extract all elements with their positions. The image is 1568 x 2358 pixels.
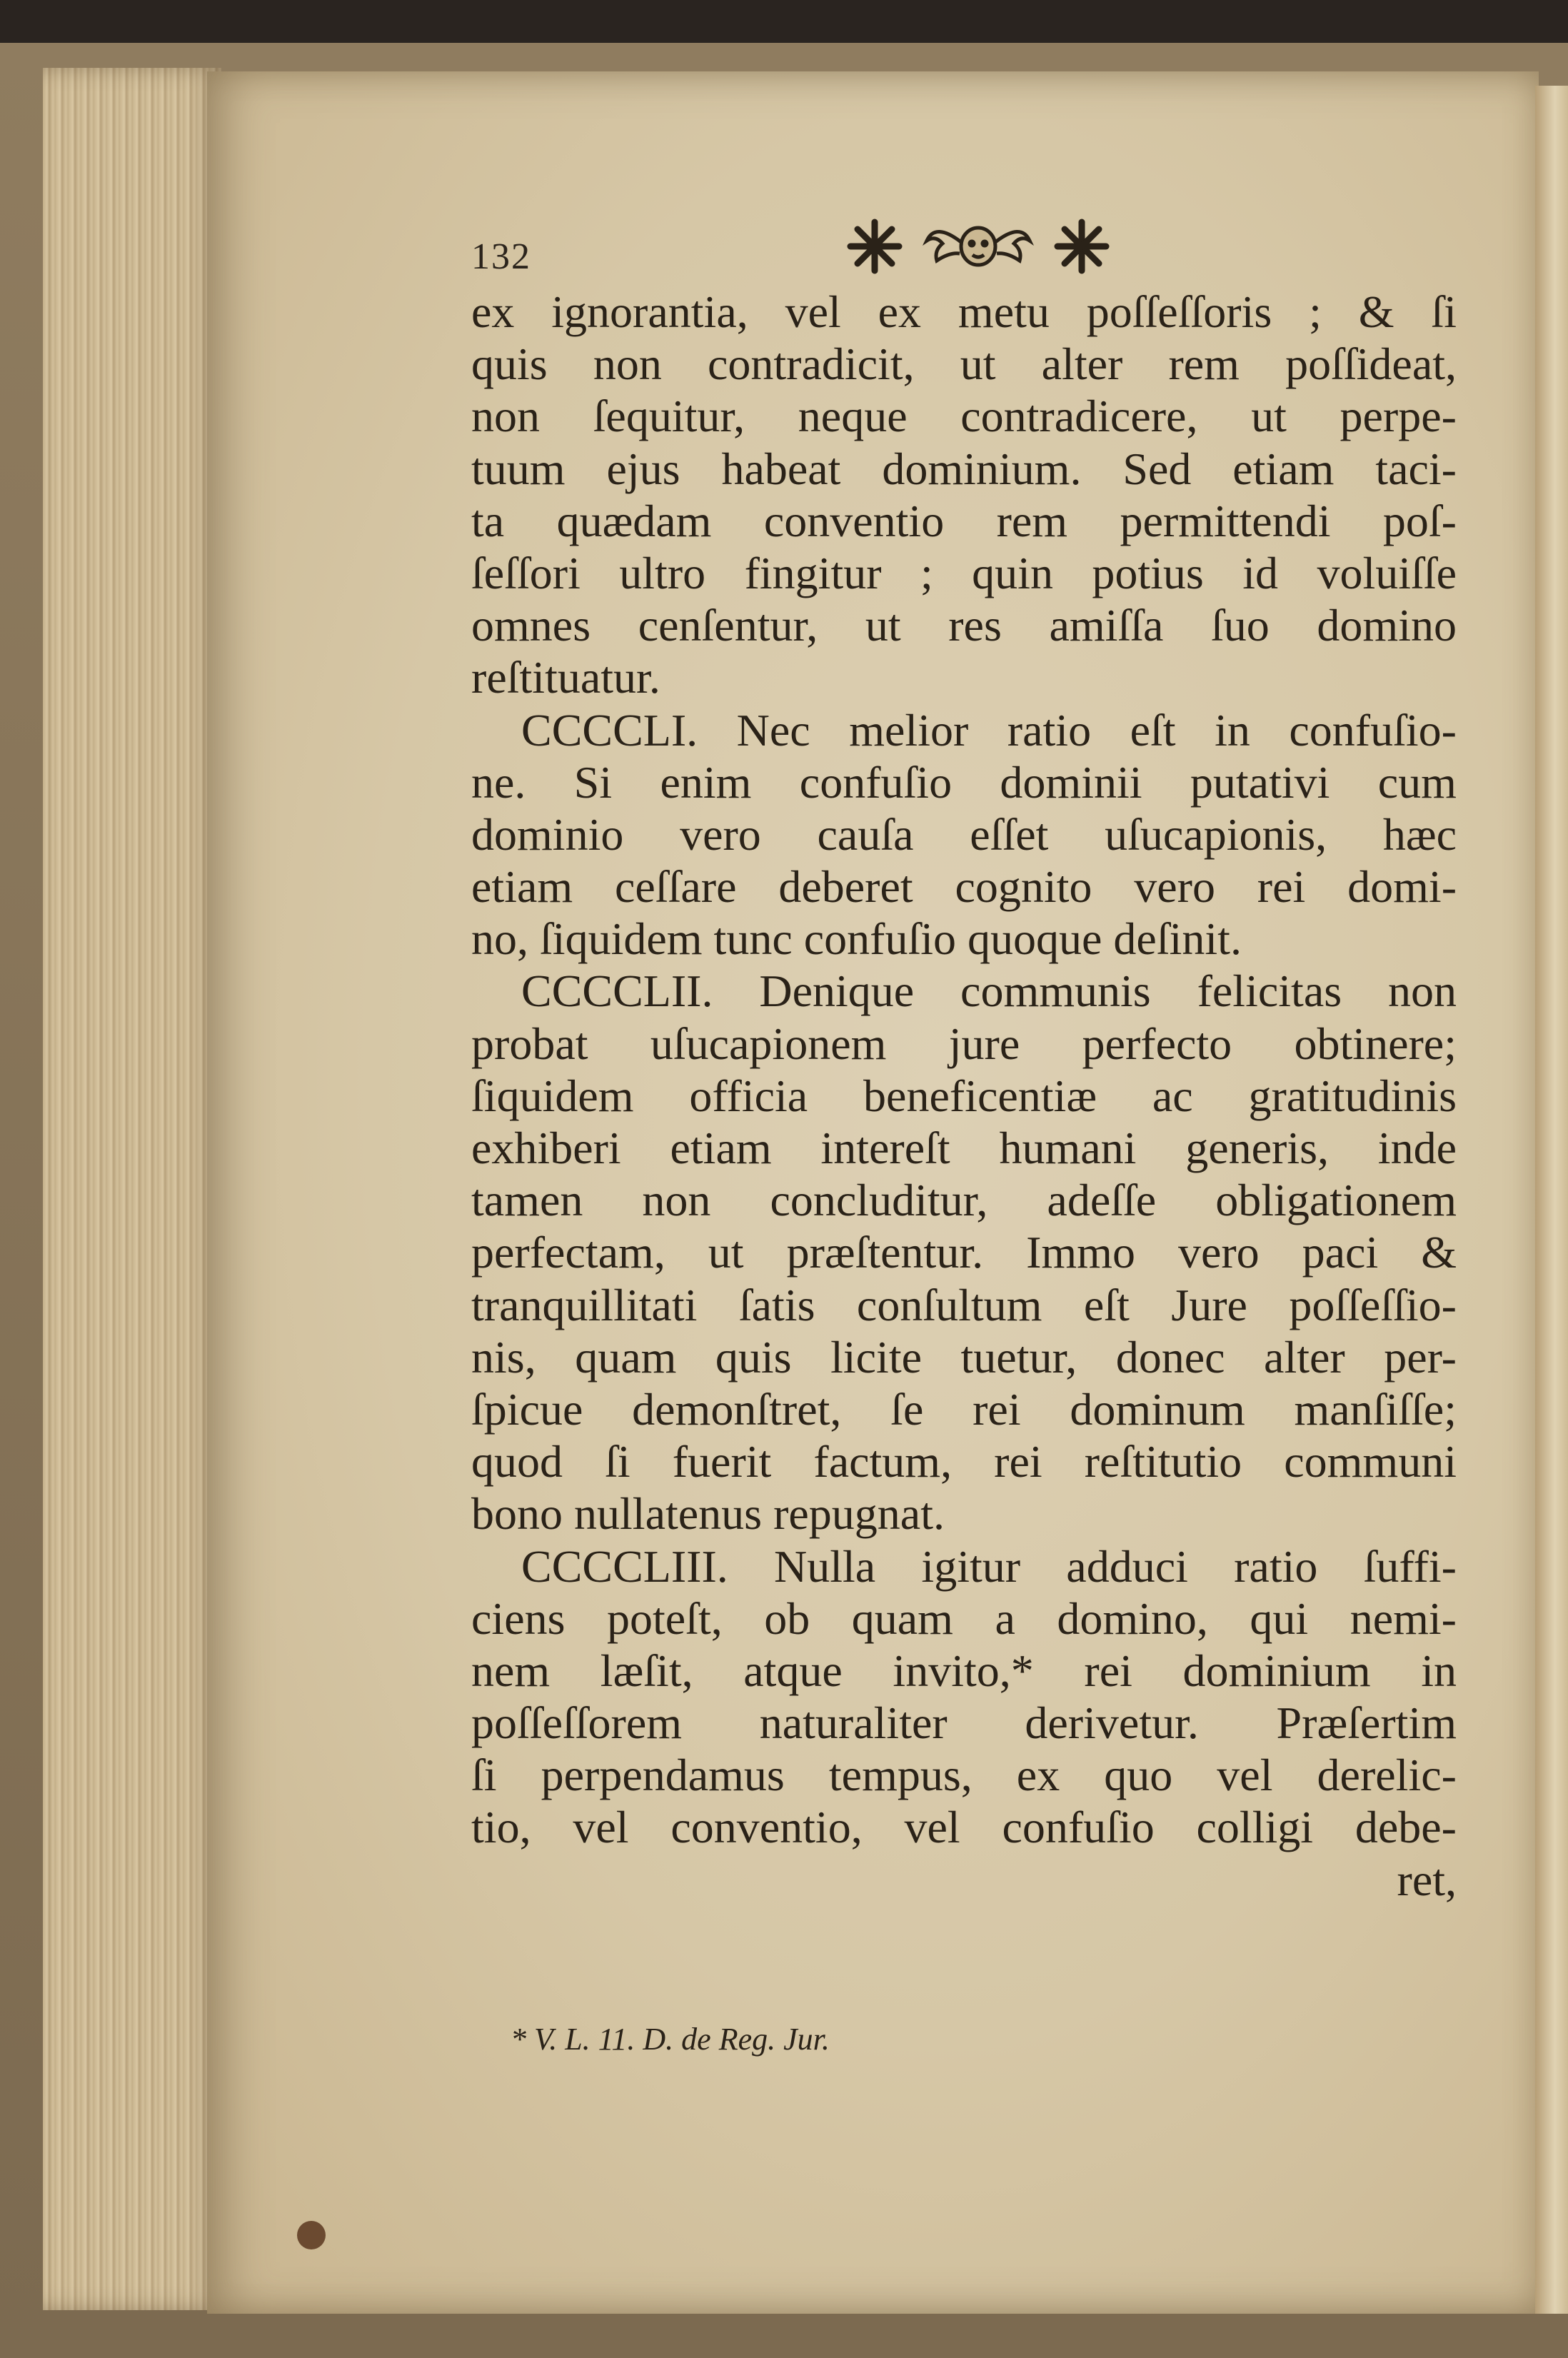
text-line: tranquillitati ſatis conſultum eſt Jure poſſeſſio-	[471, 1279, 1457, 1330]
text-line: perfectam, ut præſtentur. Immo vero paci &	[471, 1227, 1457, 1278]
text-line: ſiquidem officia beneficentiæ ac gratitudinis	[471, 1070, 1457, 1121]
text-line: CCCCLI. Nec melior ratio eſt in confuſio-	[521, 704, 1457, 756]
text-line: etiam ceſſare deberet cognito vero rei domi-	[471, 861, 1457, 913]
text-line: ne. Si enim confuſio dominii putativi cum	[471, 756, 1457, 808]
text-line: no, ſiquidem tunc confuſio quoque deſinit.	[471, 913, 1242, 965]
text-line: ciens poteſt, ob quam a domino, qui nemi-	[471, 1592, 1457, 1644]
text-line: tamen non concluditur, adeſſe obligationem	[471, 1175, 1457, 1226]
page-number: 132	[471, 236, 531, 277]
text-line: quod ſi fuerit factum, rei reſtitutio communi	[471, 1436, 1457, 1487]
text-line: ta quædam conventio rem permittendi poſ-	[471, 495, 1457, 546]
body-text	[471, 286, 1457, 1906]
page-header	[471, 207, 1399, 286]
text-line: nis, quam quis licite tuetur, donec alter per-	[471, 1331, 1457, 1383]
next-page-edge	[1535, 86, 1568, 2314]
text-line: poſſeſſorem naturaliter derivetur. Præſertim	[471, 1697, 1457, 1749]
text-line: non ſequitur, neque contradicere, ut perpe-	[471, 391, 1457, 442]
ornament-icon	[793, 207, 1164, 286]
text-line: tuum ejus habeat dominium. Sed etiam taci-	[471, 443, 1457, 494]
text-line: ex ignorantia, vel ex metu poſſeſſoris ; & ſi	[471, 286, 1457, 337]
text-line: ret,	[1397, 1854, 1457, 1905]
text-line: exhiberi etiam intereſt humani generis, inde	[471, 1123, 1457, 1173]
footnote: * V. L. 11. D. de Reg. Jur.	[511, 2022, 830, 2057]
text-line: ſpicue demonſtret, ſe rei dominum manſiſſe;	[471, 1383, 1457, 1435]
text-line: ſi perpendamus tempus, ex quo vel derelic-	[471, 1750, 1457, 1801]
text-line: omnes cenſentur, ut res amiſſa ſuo domino	[471, 600, 1457, 651]
text-line: tio, vel conventio, vel confuſio colligi debe-	[471, 1802, 1457, 1853]
text-line: probat uſucapionem jure perfecto obtinere;	[471, 1018, 1457, 1069]
text-line: quis non contradicit, ut alter rem poſſideat,	[471, 338, 1457, 390]
text-line: reſtituatur.	[471, 652, 660, 703]
text-line: CCCCLIII. Nulla igitur adduci ratio ſuffi-	[521, 1540, 1457, 1592]
text-line: dominio vero cauſa eſſet uſucapionis, hæc	[471, 808, 1457, 860]
text-line: CCCCLII. Denique communis felicitas non	[521, 965, 1457, 1017]
page-stack-edge	[43, 68, 221, 2310]
text-line: nem læſit, atque invito,* rei dominium in	[471, 1645, 1457, 1696]
ink-spot	[297, 2221, 326, 2249]
text-line: bono nullatenus repugnat.	[471, 1488, 945, 1540]
text-line: ſeſſori ultro fingitur ; quin potius id voluiſſe	[471, 547, 1457, 598]
